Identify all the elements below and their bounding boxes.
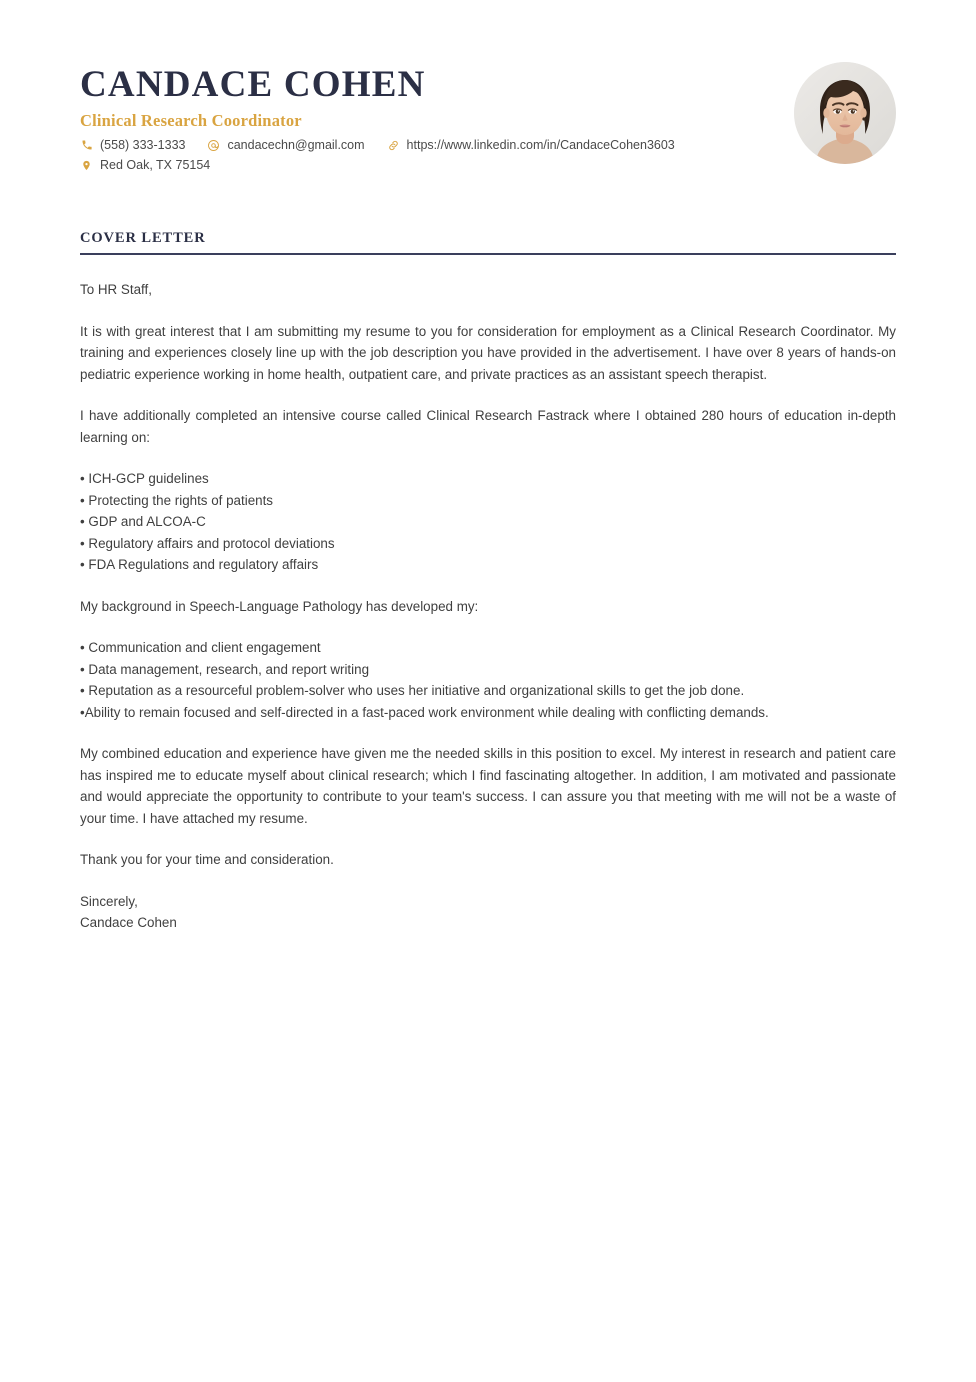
list-item: •Ability to remain focused and self-directed in a fast-paced work environment while dealing with conflicting demands. [80,704,769,720]
list-item: • Data management, research, and report writing [80,661,370,677]
list-item: • GDP and ALCOA-C [80,514,206,529]
section-title: COVER LETTER [80,230,206,246]
list-item: • Communication and client engagement [80,640,321,655]
letter-paragraph-3: My background in Speech-Language Pathology has developed my: [80,598,479,614]
letter-paragraph-2: I have additionally completed an intensive course called Clinical Research Fastrack where I obtained 280 hours of education in-depth learning on: [80,408,896,445]
list-item: • Regulatory affairs and protocol deviations [80,535,335,551]
list-item: • Protecting the rights of patients [80,492,274,508]
contact-email[interactable] [207,139,364,152]
letter-paragraph-4: My combined education and experience have given me the needed skills in this position to excel. My interest in research and patient care has inspired me to educate myself about clinical research; which I find fascinating altogether. In addition, I am motivated and passionate and would appreciate the opportunity to contribute to your team's success. I can assure you that meeting with me will not be a waste of your time. I have attached my resume. [80,746,896,826]
closing-text: Sincerely, [80,893,138,909]
candidate-job-title: Clinical Research Coordinator [80,110,302,130]
contact-location [80,159,210,172]
contact-linkedin[interactable] [387,139,675,152]
list-item: • ICH-GCP guidelines [80,471,209,486]
location-pin-icon [80,159,93,172]
qualification-list-training [80,468,896,576]
contact-email-value: candacechn@gmail.com [227,138,365,153]
letter-salutation: To HR Staff, [80,282,152,297]
contact-location-value: Red Oak, TX 75154 [100,158,211,173]
letter-body [80,279,896,934]
list-item: • Reputation as a resourceful problem-solver who uses her initiative and organizational skills to get the job done. [80,683,745,698]
candidate-name: CANDACE COHEN [80,64,426,105]
link-icon [387,139,400,152]
avatar [794,62,896,164]
contact-phone[interactable] [80,139,185,152]
section-divider [80,253,896,255]
contact-line-primary [80,139,896,152]
letter-paragraph-1: It is with great interest that I am submitting my resume to you for consideration for employment as a Clinical Research Coordinator. My training and experiences closely line up with the job description you have provided in the advertisement. I have over 8 years of hands-on pediatric experience working in home health, outpatient care, and private practices as an assistant speech therapist. [80,323,896,382]
letter-paragraph-5: Thank you for your time and consideration. [80,852,334,867]
list-item: • FDA Regulations and regulatory affairs [80,557,319,572]
qualification-list-skills [80,637,896,723]
email-icon [207,139,220,152]
contact-linkedin-value: https://www.linkedin.com/in/CandaceCohen3603 [406,138,675,153]
contact-phone-value: (558) 333-1333 [100,138,186,153]
signature-name: Candace Cohen [80,915,177,930]
section-cover-letter [80,230,896,255]
contact-block [80,139,896,172]
letter-signoff [80,891,896,934]
contact-line-secondary [80,159,896,172]
document-header [80,0,896,196]
phone-icon [80,139,93,152]
